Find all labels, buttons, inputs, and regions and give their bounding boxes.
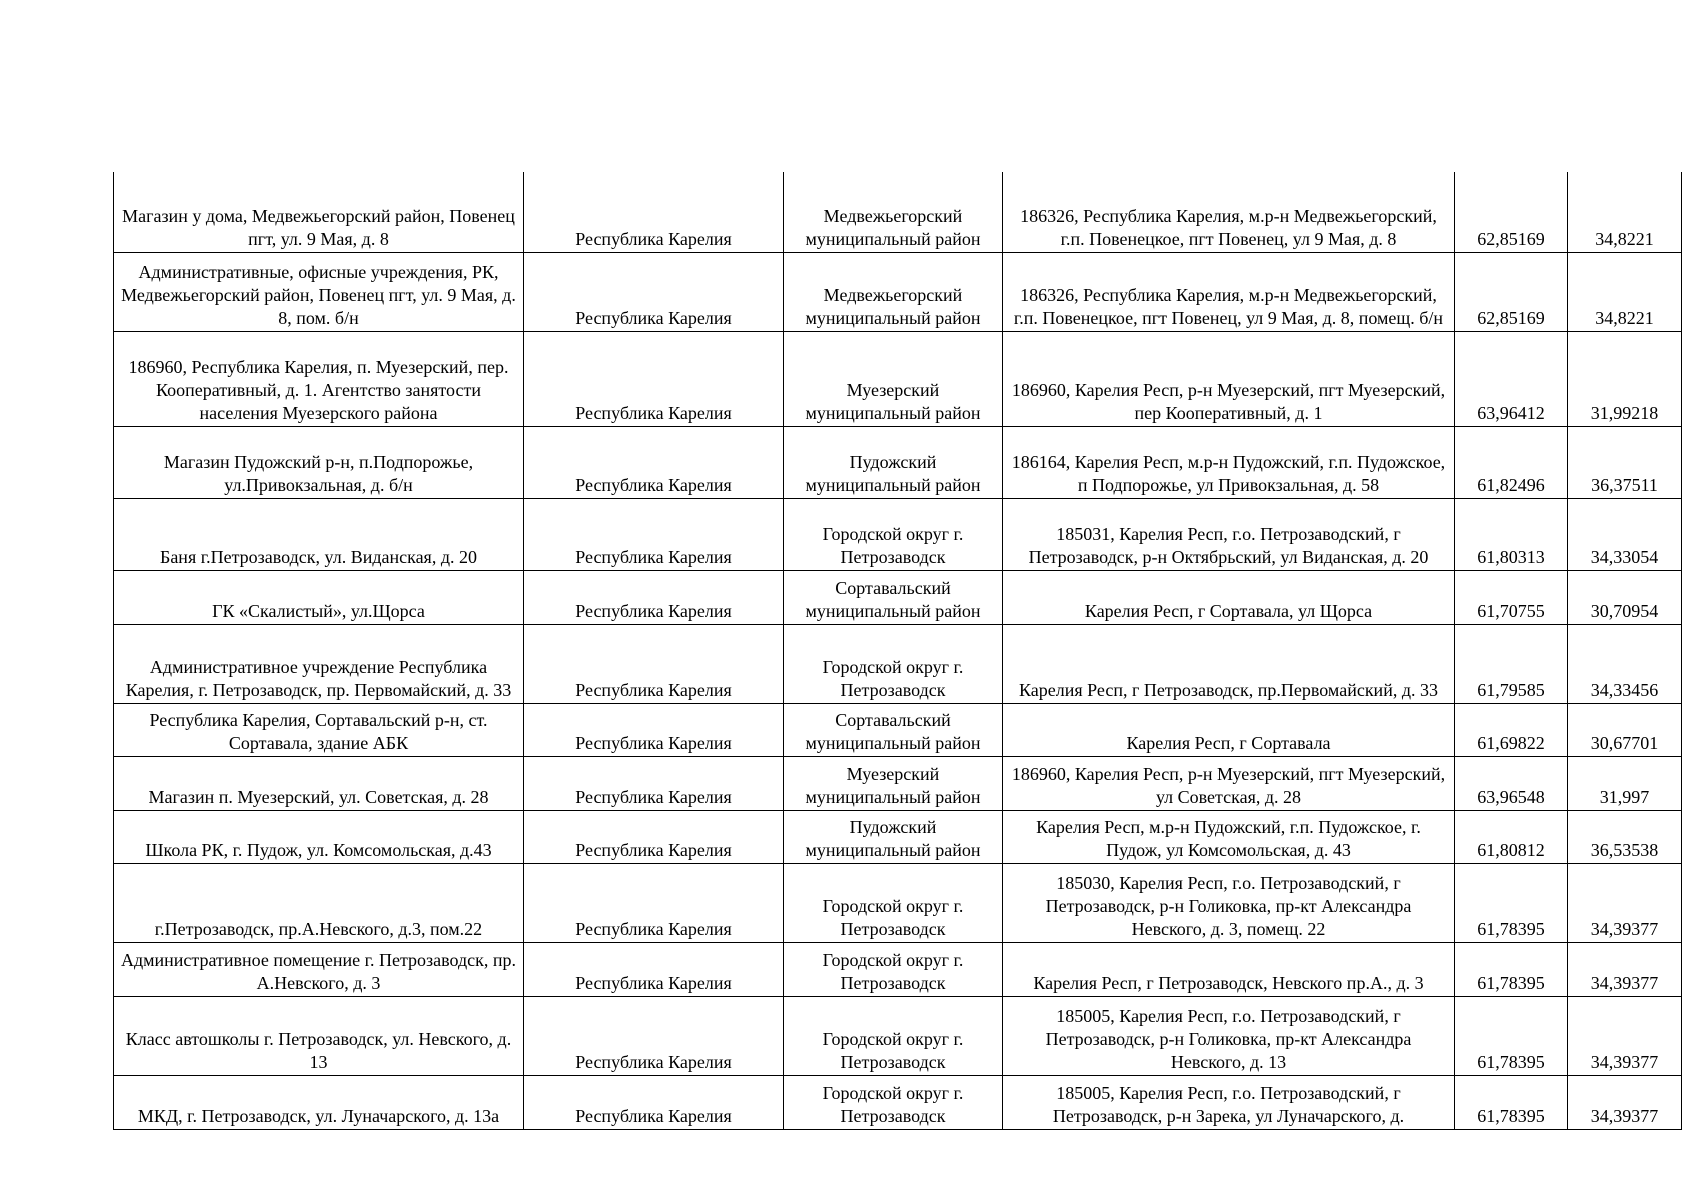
longitude-cell: 30,67701	[1568, 703, 1682, 756]
objects-table	[113, 172, 1682, 1130]
region-cell: Республика Карелия	[524, 863, 784, 942]
longitude-cell: 34,33054	[1568, 498, 1682, 570]
municipality-cell: Городской округ г. Петрозаводск	[784, 498, 1003, 570]
municipality-cell: Сортавальский муниципальный район	[784, 570, 1003, 624]
region-cell: Республика Карелия	[524, 942, 784, 996]
address-cell: 185005, Карелия Респ, г.о. Петрозаводский, г Петрозаводск, р-н Голиковка, пр-кт Александра Невского, д. 13	[1003, 996, 1455, 1075]
municipality-cell: Медвежьегорский муниципальный район	[784, 172, 1003, 252]
municipality-cell: Городской округ г. Петрозаводск	[784, 996, 1003, 1075]
address-cell: 185030, Карелия Респ, г.о. Петрозаводский, г Петрозаводск, р-н Голиковка, пр-кт Александра Невского, д. 3, помещ. 22	[1003, 863, 1455, 942]
object-name-cell: Баня г.Петрозаводск, ул. Виданская, д. 20	[114, 498, 524, 570]
region-cell: Республика Карелия	[524, 172, 784, 252]
address-cell: Карелия Респ, г Сортавала	[1003, 703, 1455, 756]
table-row	[114, 570, 1682, 624]
table-row	[114, 942, 1682, 996]
municipality-cell: Сортавальский муниципальный район	[784, 703, 1003, 756]
longitude-cell: 36,53538	[1568, 810, 1682, 863]
longitude-cell: 36,37511	[1568, 426, 1682, 498]
latitude-cell: 61,78395	[1455, 996, 1568, 1075]
region-cell: Республика Карелия	[524, 810, 784, 863]
object-name-cell: Магазин у дома, Медвежьегорский район, Повенец пгт, ул. 9 Мая, д. 8	[114, 172, 524, 252]
object-name-cell: г.Петрозаводск, пр.А.Невского, д.3, пом.22	[114, 863, 524, 942]
object-name-cell: Административное учреждение Республика Карелия, г. Петрозаводск, пр. Первомайский, д. 33	[114, 624, 524, 703]
object-name-cell: Магазин п. Муезерский, ул. Советская, д. 28	[114, 756, 524, 810]
longitude-cell: 30,70954	[1568, 570, 1682, 624]
longitude-cell: 34,33456	[1568, 624, 1682, 703]
municipality-cell: Городской округ г. Петрозаводск	[784, 942, 1003, 996]
address-cell: 186326, Республика Карелия, м.р-н Медвежьегорский, г.п. Повенецкое, пгт Повенец, ул 9 Мая, д. 8, помещ. б/н	[1003, 252, 1455, 331]
longitude-cell: 34,39377	[1568, 863, 1682, 942]
address-cell: 186960, Карелия Респ, р-н Муезерский, пгт Муезерский, пер Кооперативный, д. 1	[1003, 331, 1455, 426]
latitude-cell: 61,70755	[1455, 570, 1568, 624]
object-name-cell: Школа РК, г. Пудож, ул. Комсомольская, д.43	[114, 810, 524, 863]
table-row	[114, 703, 1682, 756]
municipality-cell: Медвежьегорский муниципальный район	[784, 252, 1003, 331]
municipality-cell: Муезерский муниципальный район	[784, 331, 1003, 426]
longitude-cell: 31,99218	[1568, 331, 1682, 426]
longitude-cell: 34,8221	[1568, 252, 1682, 331]
latitude-cell: 61,69822	[1455, 703, 1568, 756]
latitude-cell: 62,85169	[1455, 172, 1568, 252]
latitude-cell: 61,78395	[1455, 1075, 1568, 1129]
table-body	[114, 172, 1682, 1129]
region-cell: Республика Карелия	[524, 756, 784, 810]
table-row	[114, 426, 1682, 498]
region-cell: Республика Карелия	[524, 498, 784, 570]
table-row	[114, 810, 1682, 863]
municipality-cell: Городской округ г. Петрозаводск	[784, 624, 1003, 703]
address-cell: Карелия Респ, г Сортавала, ул Щорса	[1003, 570, 1455, 624]
region-cell: Республика Карелия	[524, 703, 784, 756]
latitude-cell: 61,80313	[1455, 498, 1568, 570]
object-name-cell: Административное помещение г. Петрозаводск, пр. А.Невского, д. 3	[114, 942, 524, 996]
object-name-cell: Административные, офисные учреждения, РК, Медвежьегорский район, Повенец пгт, ул. 9 Мая, д. 8, пом. б/н	[114, 252, 524, 331]
region-cell: Республика Карелия	[524, 1075, 784, 1129]
object-name-cell: Класс автошколы г. Петрозаводск, ул. Невского, д. 13	[114, 996, 524, 1075]
region-cell: Республика Карелия	[524, 426, 784, 498]
latitude-cell: 62,85169	[1455, 252, 1568, 331]
table-row	[114, 252, 1682, 331]
latitude-cell: 63,96412	[1455, 331, 1568, 426]
latitude-cell: 63,96548	[1455, 756, 1568, 810]
municipality-cell: Городской округ г. Петрозаводск	[784, 1075, 1003, 1129]
longitude-cell: 34,39377	[1568, 942, 1682, 996]
address-cell: Карелия Респ, г Петрозаводск, Невского пр.А., д. 3	[1003, 942, 1455, 996]
address-cell: 186960, Карелия Респ, р-н Муезерский, пгт Муезерский, ул Советская, д. 28	[1003, 756, 1455, 810]
table-row	[114, 624, 1682, 703]
region-cell: Республика Карелия	[524, 624, 784, 703]
latitude-cell: 61,80812	[1455, 810, 1568, 863]
address-cell: 185031, Карелия Респ, г.о. Петрозаводский, г Петрозаводск, р-н Октябрьский, ул Виданская, д. 20	[1003, 498, 1455, 570]
address-cell: Карелия Респ, г Петрозаводск, пр.Первомайский, д. 33	[1003, 624, 1455, 703]
table-row	[114, 996, 1682, 1075]
municipality-cell: Городской округ г. Петрозаводск	[784, 863, 1003, 942]
latitude-cell: 61,82496	[1455, 426, 1568, 498]
latitude-cell: 61,78395	[1455, 863, 1568, 942]
object-name-cell: 186960, Республика Карелия, п. Муезерский, пер. Кооперативный, д. 1. Агентство занятости населения Муезерского района	[114, 331, 524, 426]
table-row	[114, 756, 1682, 810]
latitude-cell: 61,79585	[1455, 624, 1568, 703]
region-cell: Республика Карелия	[524, 331, 784, 426]
address-cell: Карелия Респ, м.р-н Пудожский, г.п. Пудожское, г. Пудож, ул Комсомольская, д. 43	[1003, 810, 1455, 863]
object-name-cell: Республика Карелия, Сортавальский р-н, ст. Сортавала, здание АБК	[114, 703, 524, 756]
latitude-cell: 61,78395	[1455, 942, 1568, 996]
table-row	[114, 172, 1682, 252]
table-row	[114, 863, 1682, 942]
municipality-cell: Пудожский муниципальный район	[784, 426, 1003, 498]
object-name-cell: МКД, г. Петрозаводск, ул. Луначарского, д. 13а	[114, 1075, 524, 1129]
longitude-cell: 34,39377	[1568, 996, 1682, 1075]
address-cell: 186164, Карелия Респ, м.р-н Пудожский, г.п. Пудожское, п Подпорожье, ул Привокзальная, д. 58	[1003, 426, 1455, 498]
address-cell: 185005, Карелия Респ, г.о. Петрозаводский, г Петрозаводск, р-н Зарека, ул Луначарского, д.	[1003, 1075, 1455, 1129]
municipality-cell: Муезерский муниципальный район	[784, 756, 1003, 810]
longitude-cell: 31,997	[1568, 756, 1682, 810]
region-cell: Республика Карелия	[524, 570, 784, 624]
table-row	[114, 1075, 1682, 1129]
longitude-cell: 34,39377	[1568, 1075, 1682, 1129]
region-cell: Республика Карелия	[524, 252, 784, 331]
object-name-cell: ГК «Скалистый», ул.Щорса	[114, 570, 524, 624]
table-row	[114, 331, 1682, 426]
object-name-cell: Магазин Пудожский р-н, п.Подпорожье, ул.Привокзальная, д. б/н	[114, 426, 524, 498]
longitude-cell: 34,8221	[1568, 172, 1682, 252]
region-cell: Республика Карелия	[524, 996, 784, 1075]
address-cell: 186326, Республика Карелия, м.р-н Медвежьегорский, г.п. Повенецкое, пгт Повенец, ул 9 Мая, д. 8	[1003, 172, 1455, 252]
municipality-cell: Пудожский муниципальный район	[784, 810, 1003, 863]
table-row	[114, 498, 1682, 570]
